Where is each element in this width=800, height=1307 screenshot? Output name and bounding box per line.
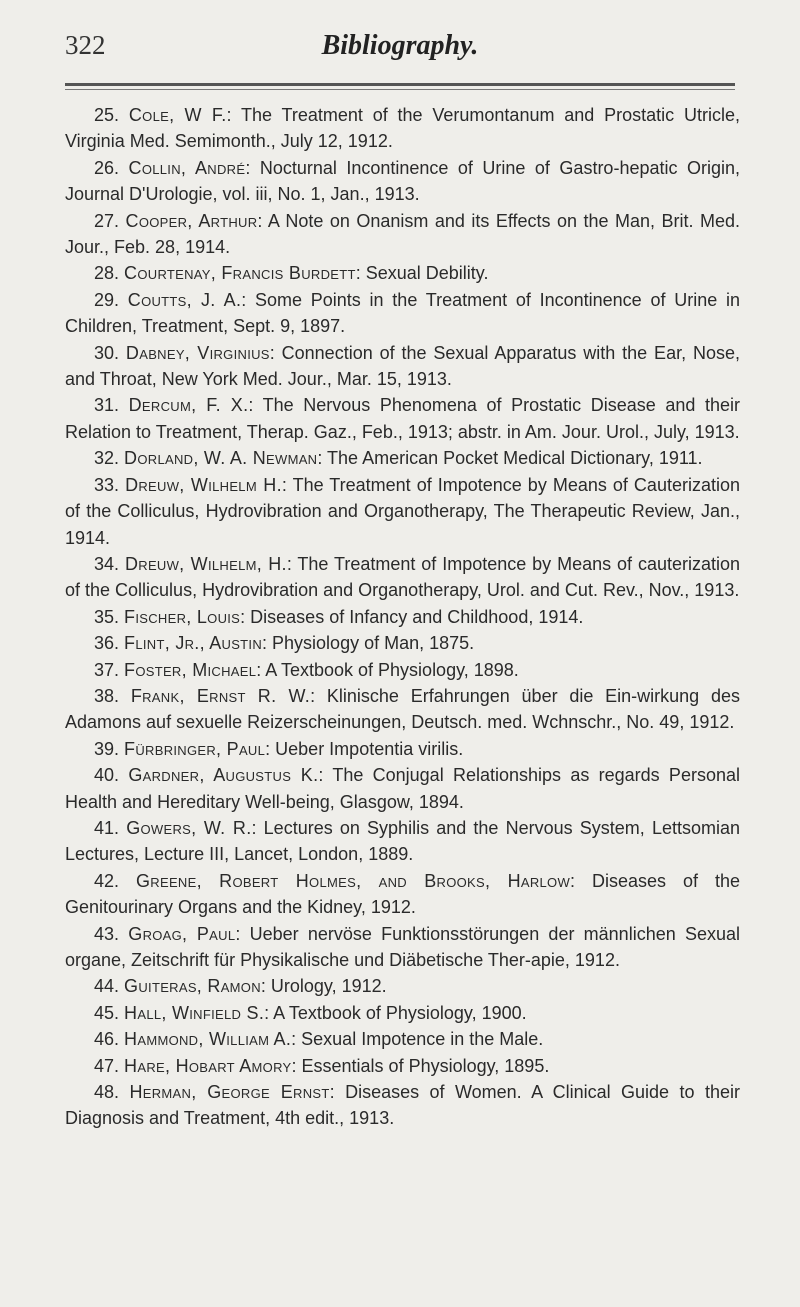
bibliography-entry: [65, 287, 740, 340]
bibliography-entry: [65, 1079, 740, 1132]
entry-number: 31.: [94, 395, 120, 416]
entry-number: 36.: [94, 633, 120, 654]
entry-author: Courtenay, Francis Burdett: [124, 263, 356, 284]
entry-text: : Physiology of Man, 1875.: [262, 633, 475, 654]
entry-author: Frank, Ernst R. W.: [130, 685, 311, 706]
running-title: Bibliography.: [321, 30, 479, 61]
entry-text: : Nocturnal Incontinence of Urine of Gastro-hepatic Origin, Journal D'Urologie, vol. iii, No. 1, Jan., 1913.: [65, 157, 740, 205]
bibliography-entry: [65, 260, 740, 286]
entry-author: Dabney, Virginius: [125, 342, 270, 363]
entry-text: : Klinische Erfahrungen über die Ein-wirkung des Adamons auf sexuelle Reizerscheinungen, Deutsch. med. Wchnschr., No. 49, 1912.: [65, 685, 740, 733]
entry-author: Gowers, W. R.: [126, 817, 252, 838]
entry-text: : A Textbook of Physiology, 1900.: [264, 1002, 527, 1023]
bibliography-entry: [65, 155, 740, 208]
entry-author: Flint, Jr., Austin: [124, 633, 263, 654]
entry-number: 48.: [94, 1082, 120, 1103]
bibliography-entry: [65, 630, 740, 656]
entry-text: : Ueber nervöse Funktionsstörungen der männlichen Sexual organe, Zeitschrift für Physikalische und Diäbetische Ther-apie, 1912.: [65, 923, 740, 970]
entry-text: : Sexual Debility.: [355, 263, 489, 284]
entry-number: 46.: [94, 1029, 120, 1050]
entry-text: : The Treatment of the Verumontanum and Prostatic Utricle, Virginia Med. Semimonth., July 12, 1912.: [65, 105, 740, 152]
bibliography-entry: [65, 973, 740, 999]
entry-text: : Sexual Impotence in the Male.: [291, 1029, 544, 1050]
entry-author: Fürbringer, Paul: [124, 738, 266, 759]
bibliography-entry: [65, 604, 740, 630]
bibliography-entry: [65, 868, 740, 921]
entry-author: Groag, Paul: [128, 923, 236, 944]
page-header: [65, 30, 735, 70]
bibliography-entry: [65, 1053, 740, 1079]
entry-author: Greene, Robert Holmes, and Brooks, Harlow: [136, 870, 571, 891]
entry-author: Hammond, William A.: [124, 1029, 292, 1050]
bibliography-entry: [65, 445, 740, 471]
entry-author: Gardner, Augustus K.: [128, 765, 319, 786]
entry-author: Hare, Hobart Amory: [124, 1055, 292, 1076]
entry-text: : Essentials of Physiology, 1895.: [291, 1055, 550, 1076]
entry-text: : Lectures on Syphilis and the Nervous System, Lettsomian Lectures, Lecture III, Lancet, London, 1889.: [65, 817, 740, 865]
entry-author: Hall, Winfield S.: [124, 1002, 265, 1023]
entry-text: : Urology, 1912.: [260, 976, 387, 997]
bibliography-entry: [65, 1000, 740, 1026]
entry-number: 43.: [94, 923, 120, 944]
entry-text: : The Treatment of Impotence by Means of Cauterization of the Colliculus, Hydrovibration and Organotherapy, The Therapeutic Review, Jan., 1914.: [65, 474, 740, 548]
entry-number: 40.: [94, 765, 120, 786]
entry-text: : Diseases of the Genitourinary Organs and the Kidney, 1912.: [65, 870, 740, 918]
page-number: 322: [65, 30, 106, 60]
entry-text: : A Note on Onanism and its Effects on the Man, Brit. Med. Jour., Feb. 28, 1914.: [65, 210, 740, 258]
bibliography-list: [65, 102, 740, 1132]
entry-number: 38.: [94, 685, 120, 706]
bibliography-entry: [65, 472, 740, 551]
entry-number: 41.: [94, 817, 120, 838]
bibliography-entry: [65, 102, 740, 155]
entry-author: Foster, Michael: [124, 659, 257, 680]
entry-author: Coutts, J. A.: [127, 289, 242, 310]
entry-text: : Some Points in the Treatment of Incontinence of Urine in Children, Treatment, Sept. 9, 1897.: [65, 289, 740, 337]
header-rule-thin: [65, 89, 735, 90]
entry-author: Guiteras, Ramon: [124, 976, 261, 997]
entry-author: Dreuw, Wilhelm H.: [125, 474, 282, 495]
entry-author: Herman, George Ernst: [129, 1082, 330, 1103]
entry-text: : The American Pocket Medical Dictionary, 1911.: [317, 448, 703, 469]
entry-number: 32.: [94, 448, 120, 469]
entry-author: Dorland, W. A. Newman: [124, 448, 318, 469]
bibliography-entry: [65, 208, 740, 261]
entry-number: 25.: [94, 105, 120, 125]
bibliography-entry: [65, 921, 740, 974]
entry-author: Fischer, Louis: [124, 606, 241, 627]
entry-text: : Diseases of Infancy and Childhood, 1914.: [240, 606, 584, 627]
entry-author: Cole, W F.: [128, 105, 227, 125]
entry-text: : A Textbook of Physiology, 1898.: [256, 659, 519, 680]
entry-number: 44.: [94, 976, 120, 997]
entry-number: 47.: [94, 1055, 120, 1076]
bibliography-entry: [65, 551, 740, 604]
entry-number: 39.: [94, 738, 120, 759]
bibliography-entry: [65, 392, 740, 445]
bibliography-entry: [65, 762, 740, 815]
bibliography-entry: [65, 815, 740, 868]
entry-text: : Ueber Impotentia virilis.: [265, 738, 464, 759]
entry-number: 45.: [94, 1002, 120, 1023]
entry-number: 27.: [94, 210, 120, 231]
header-rule: [65, 83, 735, 86]
bibliography-entry: [65, 1026, 740, 1052]
entry-author: Cooper, Arthur: [125, 210, 258, 231]
entry-number: 30.: [94, 342, 120, 363]
entry-number: 28.: [94, 263, 120, 284]
entry-number: 34.: [94, 553, 120, 574]
entry-author: Collin, André: [128, 157, 246, 178]
bibliography-entry: [65, 340, 740, 393]
entry-author: Dreuw, Wilhelm, H.: [124, 553, 287, 574]
entry-text: : Connection of the Sexual Apparatus with the Ear, Nose, and Throat, New York Med. Jour., Mar. 15, 1913.: [65, 342, 740, 390]
entry-number: 42.: [94, 870, 120, 891]
entry-number: 26.: [94, 157, 120, 178]
entry-text: : The Conjugal Relationships as regards Personal Health and Hereditary Well-being, Glasgow, 1894.: [65, 765, 740, 812]
entry-number: 33.: [94, 474, 120, 495]
bibliography-entry: [65, 683, 740, 736]
bibliography-entry: [65, 657, 740, 683]
entry-text: : The Treatment of Impotence by Means of cauterization of the Colliculus, Hydrovibration and Organotherapy, Urol. and Cut. Rev., Nov., 1913.: [65, 553, 740, 601]
entry-author: Dercum, F. X.: [128, 395, 249, 416]
entry-text: : The Nervous Phenomena of Prostatic Disease and their Relation to Treatment, Therap. Gaz., Feb., 1913; abstr. in Am. Jour. Urol., July, 1913.: [65, 395, 740, 442]
bibliography-entry: [65, 736, 740, 762]
entry-number: 35.: [94, 606, 120, 627]
entry-number: 37.: [94, 659, 120, 680]
entry-text: : Diseases of Women. A Clinical Guide to their Diagnosis and Treatment, 4th edit., 1913.: [65, 1082, 740, 1129]
entry-number: 29.: [94, 289, 120, 310]
